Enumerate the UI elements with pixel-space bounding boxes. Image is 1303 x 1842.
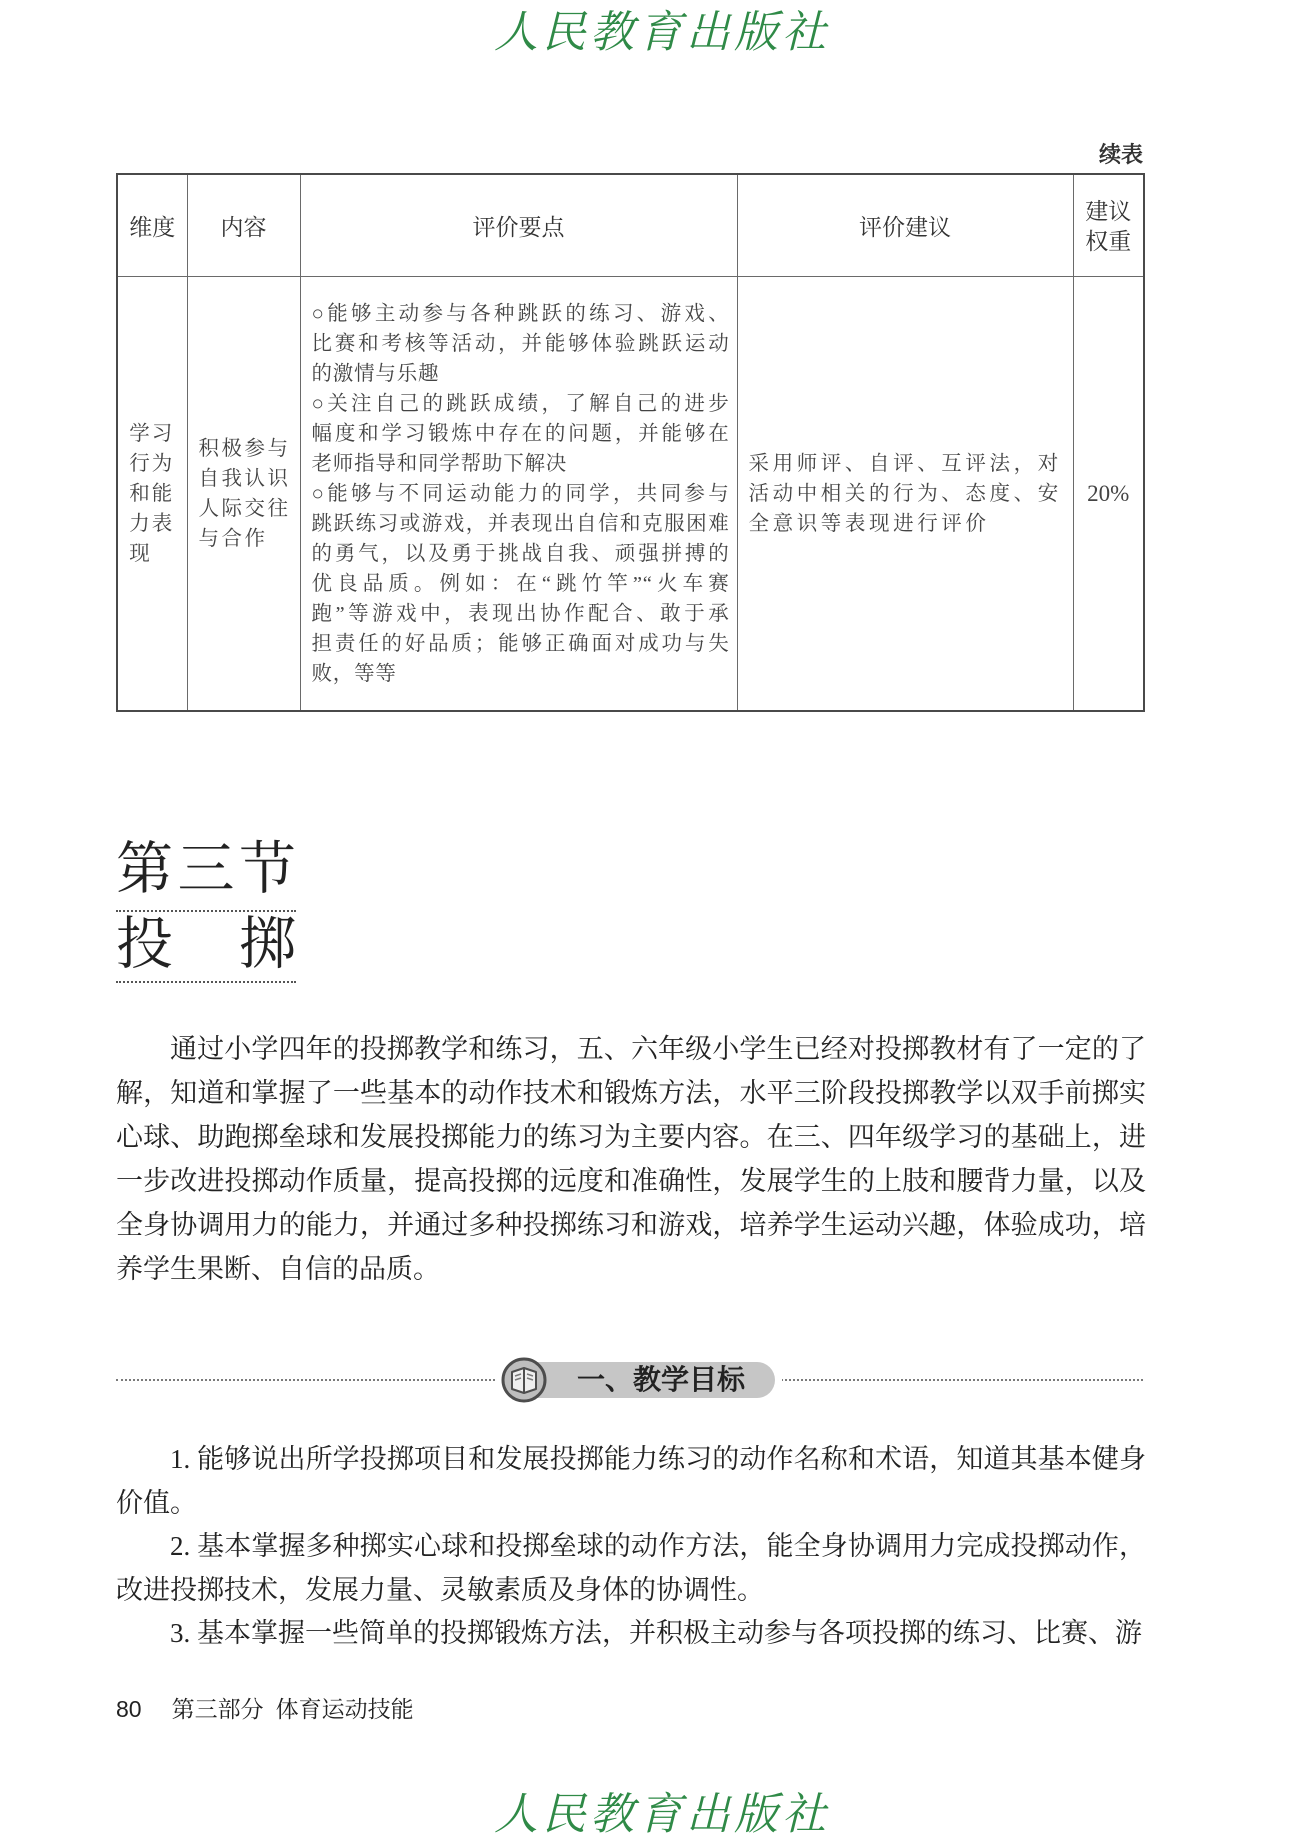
footer-chapter: 体育运动技能 bbox=[275, 1696, 414, 1722]
header-suggestion: 评价建议 bbox=[737, 174, 1073, 277]
header-dimension: 维度 bbox=[117, 174, 187, 277]
weight-cell: 20% bbox=[1073, 277, 1144, 712]
content-text: 积极参与自我认识人际交往与合作 bbox=[198, 437, 291, 550]
section-name: 投掷 bbox=[116, 912, 296, 983]
points-line: ○能够主动参与各种跳跃的练习、游戏、 bbox=[311, 302, 730, 325]
section-title bbox=[116, 832, 296, 983]
points-line: 幅度和学习锻炼中存在的问题，并能够在 bbox=[311, 422, 730, 445]
objective-item: 3. 基本掌握一些简单的投掷锻炼方法，并积极主动参与各项投掷的练习、比赛、游 bbox=[170, 1618, 1142, 1648]
points-cell bbox=[300, 277, 737, 712]
header-content: 内容 bbox=[187, 174, 300, 277]
objective-item: 2. 基本掌握多种掷实心球和投掷垒球的动作方法，能全身协调用力完成投掷动作，改进投掷技术，发展力量、灵敏素质及身体的协调性。 bbox=[116, 1531, 1146, 1605]
section-number: 第三节 bbox=[116, 832, 296, 912]
evaluation-table bbox=[116, 173, 1145, 712]
points-line: 比赛和考核等活动，并能够体验跳跃运动 bbox=[311, 332, 730, 355]
footer-part: 第三部分 bbox=[171, 1696, 264, 1722]
suggestion-cell bbox=[737, 277, 1073, 712]
table-header-row bbox=[117, 174, 1144, 277]
publisher-logo-bottom: 人民教育出版社 bbox=[494, 1789, 830, 1840]
points-line: 的勇气，以及勇于挑战自我、顽强拼搏的 bbox=[311, 542, 730, 565]
heading-pill-wrap bbox=[495, 1358, 782, 1402]
objectives-list bbox=[116, 1438, 1146, 1656]
objectives-heading-bar bbox=[116, 1358, 1143, 1402]
points-line: 的激情与乐趣 bbox=[311, 362, 440, 385]
header-weight: 建议权重 bbox=[1085, 197, 1132, 254]
points-line: 优良品质。例如：在“跳竹竿”“火车赛 bbox=[311, 572, 730, 595]
points-line: ○能够与不同运动能力的同学，共同参与 bbox=[311, 482, 730, 505]
content-cell bbox=[187, 277, 300, 712]
header-points: 评价要点 bbox=[300, 174, 737, 277]
header-weight-cell bbox=[1073, 174, 1144, 277]
objective-item: 1. 能够说出所学投掷项目和发展投掷能力练习的动作名称和术语，知道其基本健身价值。 bbox=[116, 1444, 1146, 1518]
page-number: 80 bbox=[116, 1696, 142, 1722]
publisher-logo-top: 人民教育出版社 bbox=[494, 7, 830, 58]
points-line: 老师指导和同学帮助下解决 bbox=[311, 452, 568, 475]
points-line: 担责任的好品质；能够正确面对成功与失 bbox=[311, 632, 730, 655]
objectives-heading: 一、教学目标 bbox=[577, 1364, 746, 1395]
suggestion-text: 采用师评、自评、互评法，对活动中相关的行为、态度、安全意识等表现进行评价 bbox=[748, 452, 1062, 535]
page-footer bbox=[116, 1694, 414, 1724]
objectives-heading-pill bbox=[502, 1362, 775, 1398]
dimension-text: 学习行为和能力表现 bbox=[129, 422, 175, 565]
points-line: 跑”等游戏中，表现出协作配合、敢于承 bbox=[311, 602, 730, 625]
dimension-cell bbox=[117, 277, 187, 712]
intro-paragraph: 通过小学四年的投掷教学和练习，五、六年级小学生已经对投掷教材有了一定的了解，知道和掌握了一些基本的动作技术和锻炼方法，水平三阶段投掷教学以双手前掷实心球、助跑掷垒球和发展投掷能力的练习为主要内容。在三、四年级学习的基础上，进一步改进投掷动作质量，提高投掷的远度和准确性，发展学生的上肢和腰背力量，以及全身协调用力的能力，并通过多种投掷练习和游戏，培养学生运动兴趣，体验成功，培养学生果断、自信的品质。 bbox=[116, 1034, 1146, 1284]
table-row bbox=[117, 277, 1144, 712]
points-line: 败，等等 bbox=[311, 662, 397, 685]
table-continued-label: 续表 bbox=[1098, 142, 1143, 167]
points-line: 跳跃练习或游戏，并表现出自信和克服困难 bbox=[311, 512, 730, 535]
points-line: ○关注自己的跳跃成绩，了解自己的进步 bbox=[311, 392, 730, 415]
book-icon bbox=[500, 1356, 548, 1404]
